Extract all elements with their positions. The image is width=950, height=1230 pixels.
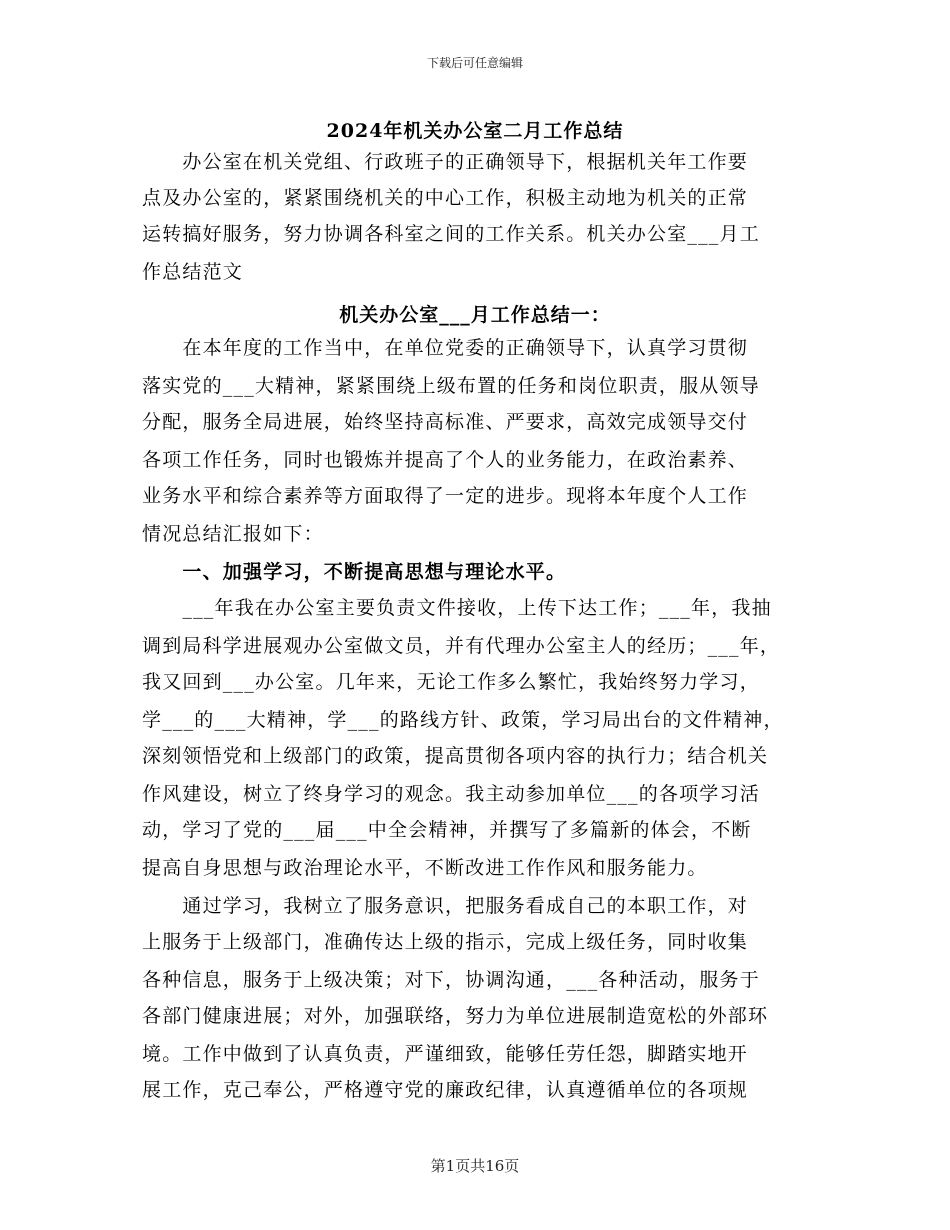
paragraph-line: 在本年度的工作当中，在单位党委的正确领导下，认真学习贯彻 xyxy=(142,337,749,359)
paragraph-line: 提高自身思想与政治理论水平，不断改进工作作风和服务能力。 xyxy=(142,857,708,879)
paragraph-line: 落实党的___大精神，紧紧围绕上级布置的任务和岗位职责，服从领导 xyxy=(142,375,760,397)
intro-line: 办公室在机关党组、行政班子的正确领导下，根据机关年工作要 xyxy=(142,151,749,173)
paragraph-line: 学___的___大精神，学___的路线方针、政策，学习局出台的文件精神， xyxy=(142,709,784,731)
header-note: 下载后可任意编辑 xyxy=(426,56,523,70)
paragraph-line: 深刻领悟党和上级部门的政策，提高贯彻各项内容的执行力；结合机关 xyxy=(142,745,769,767)
paragraph-line: 我又回到___办公室。几年来，无论工作多么繁忙，我始终努力学习， xyxy=(142,671,760,693)
paragraph-line: 情况总结汇报如下： xyxy=(142,523,324,545)
document-title: 2024年机关办公室二月工作总结 xyxy=(326,120,624,142)
paragraph-line: 作风建设，树立了终身学习的观念。我主动参加单位___的各项学习活 xyxy=(142,783,760,805)
paragraph-line: 分配，服务全局进展，始终坚持高标准、严要求，高效完成领导交付 xyxy=(142,411,749,433)
page-footer: 第1页共16页 xyxy=(430,1157,520,1175)
paragraph-line: 展工作，克己奉公，严格遵守党的廉政纪律，认真遵循单位的各项规 xyxy=(142,1079,749,1101)
paragraph-line: 境。工作中做到了认真负责，严谨细致，能够任劳任怨，脚踏实地开 xyxy=(142,1043,749,1065)
paragraph-line: 各部门健康进展；对外，加强联络，努力为单位进展制造宽松的外部环 xyxy=(142,1005,769,1027)
paragraph-line: 调到局科学进展观办公室做文员，并有代理办公室主人的经历；___年， xyxy=(142,635,781,657)
paragraph-line: ___年我在办公室主要负责文件接收，上传下达工作；___年，我抽 xyxy=(142,597,772,619)
heading-one: 一、加强学习，不断提高思想与理论水平。 xyxy=(142,561,567,583)
paragraph-line: 各项工作任务，同时也锻炼并提高了个人的业务能力，在政治素养、 xyxy=(142,449,749,471)
intro-line: 作总结范文 xyxy=(142,261,244,283)
paragraph-line: 各种信息，服务于上级决策；对下，协调沟通，___各种活动，服务于 xyxy=(142,969,760,991)
paragraph-line: 上服务于上级部门，准确传达上级的指示，完成上级任务，同时收集 xyxy=(142,931,749,953)
paragraph-line: 业务水平和综合素养等方面取得了一定的进步。现将本年度个人工作 xyxy=(142,485,749,507)
section-title: 机关办公室___月工作总结一： xyxy=(339,304,611,326)
intro-line: 点及办公室的，紧紧围绕机关的中心工作，积极主动地为机关的正常 xyxy=(142,187,749,209)
intro-line: 运转搞好服务，努力协调各科室之间的工作关系。机关办公室___月工 xyxy=(142,223,760,245)
paragraph-line: 通过学习，我树立了服务意识，把服务看成自己的本职工作，对 xyxy=(142,895,749,917)
paragraph-line: 动，学习了党的___届___中全会精神，并撰写了多篇新的体会，不断 xyxy=(142,819,752,841)
